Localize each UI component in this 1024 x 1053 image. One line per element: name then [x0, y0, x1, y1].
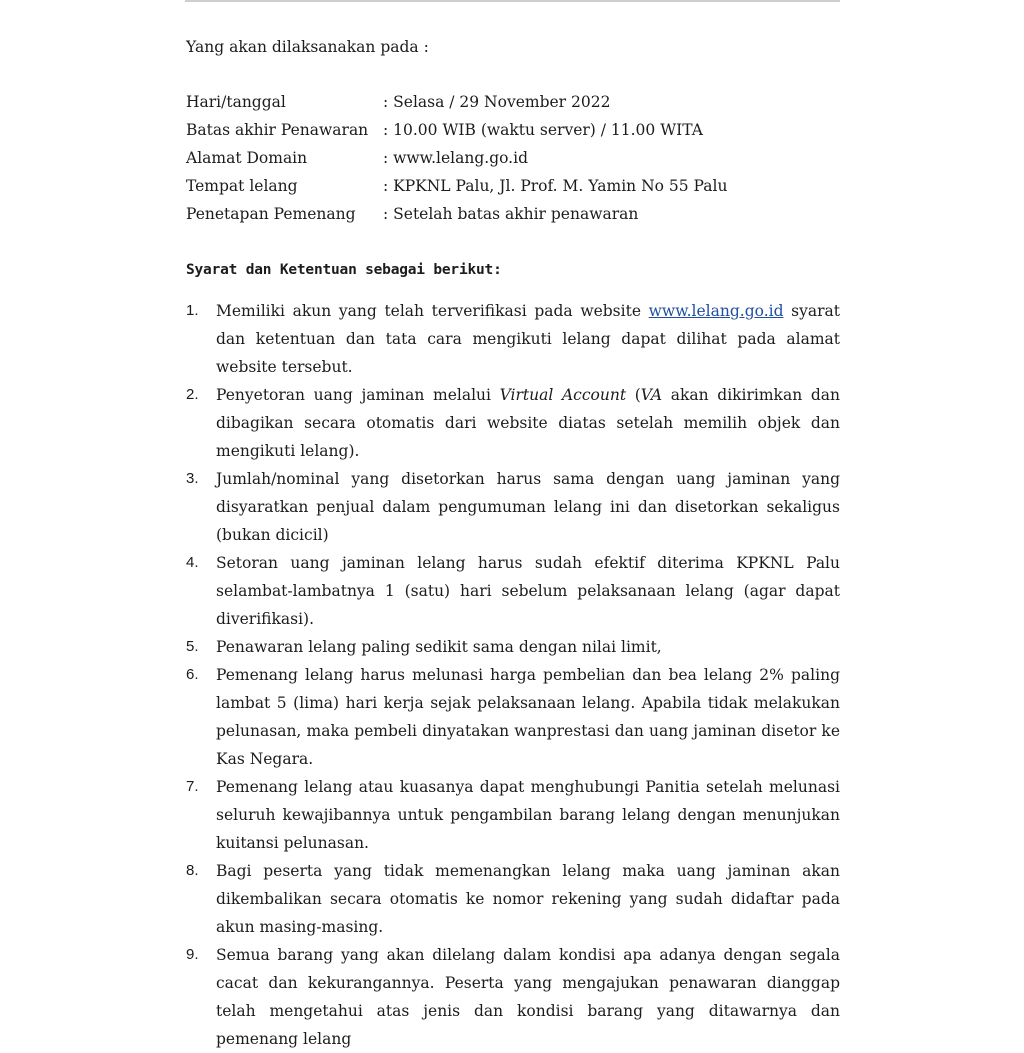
term-number: 6. — [186, 666, 199, 683]
term-number: 2. — [186, 386, 199, 403]
detail-row-winner — [186, 205, 840, 233]
document-page — [186, 0, 840, 1048]
detail-value: : www.lelang.go.id — [383, 149, 528, 167]
term-text-part: Memiliki akun yang telah terverifikasi pada website — [216, 302, 649, 320]
term-item — [186, 633, 840, 661]
term-item — [186, 661, 840, 773]
term-text: Bagi peserta yang tidak memenangkan lelang maka uang jaminan akan dikembalikan secara otomatis ke nomor rekening yang sudah didaftar pada akun masing-masing. — [216, 862, 840, 936]
terms-list — [186, 297, 840, 1053]
term-text-italic: VA — [640, 386, 663, 404]
term-item — [186, 465, 840, 549]
term-item — [186, 297, 840, 381]
term-text: Penawaran lelang paling sedikit sama dengan nilai limit, — [216, 638, 662, 656]
detail-label: Batas akhir Penawaran — [186, 121, 369, 139]
term-item — [186, 773, 840, 857]
detail-label: Hari/tanggal — [186, 93, 286, 111]
term-number: 1. — [186, 302, 199, 319]
detail-row-location — [186, 177, 840, 205]
term-item — [186, 381, 840, 465]
detail-row-domain — [186, 149, 840, 177]
term-item — [186, 941, 840, 1053]
lelang-website-link[interactable]: www.lelang.go.id — [648, 302, 784, 320]
term-text: Jumlah/nominal yang disetorkan harus sama dengan uang jaminan yang disyaratkan penjual dalam pengumuman lelang ini dan disetorkan sekaligus (bukan dicicil) — [216, 470, 840, 544]
detail-label: Penetapan Pemenang — [186, 205, 356, 223]
detail-row-date — [186, 93, 840, 121]
term-text: Setoran uang jaminan lelang harus sudah efektif diterima KPKNL Palu selambat-lambatnya 1 (satu) hari sebelum pelaksanaan lelang (agar dapat diverifikasi). — [216, 554, 840, 628]
terms-heading: Syarat dan Ketentuan sebagai berikut: — [186, 262, 502, 278]
term-text-part: Penyetoran uang jaminan melalui — [216, 386, 500, 404]
term-text-part: syarat dan ketentuan dan tata cara mengikuti lelang dapat dilihat pada alamat website tersebut. — [216, 302, 840, 376]
term-text: Pemenang lelang atau kuasanya dapat menghubungi Panitia setelah melunasi seluruh kewajibannya untuk pengambilan barang lelang dengan menunjukan kuitansi pelunasan. — [216, 778, 840, 852]
detail-value: : Setelah batas akhir penawaran — [383, 205, 639, 223]
detail-value: : Selasa / 29 November 2022 — [383, 93, 611, 111]
term-text-part: akan dikirimkan dan dibagikan secara otomatis dari website diatas setelah memilih objek dan mengikuti lelang). — [216, 386, 840, 460]
term-text — [216, 381, 840, 465]
term-item — [186, 857, 840, 941]
intro-text: Yang akan dilaksanakan pada : — [186, 38, 429, 56]
term-number: 4. — [186, 554, 199, 571]
term-number: 3. — [186, 470, 199, 487]
term-number: 9. — [186, 946, 199, 963]
detail-value: : KPKNL Palu, Jl. Prof. M. Yamin No 55 Palu — [383, 177, 728, 195]
term-number: 8. — [186, 862, 199, 879]
term-text: Semua barang yang akan dilelang dalam kondisi apa adanya dengan segala cacat dan kekurangannya. Peserta yang mengajukan penawaran dianggap telah mengetahui atas jenis dan kondisi barang yang ditawarnya dan pemenang lelang — [216, 946, 840, 1048]
term-text-italic: Virtual Account — [499, 386, 627, 404]
term-item — [186, 549, 840, 633]
detail-row-deadline — [186, 121, 840, 149]
term-text: Pemenang lelang harus melunasi harga pembelian dan bea lelang 2% paling lambat 5 (lima) hari kerja sejak pelaksanaan lelang. Apabila tidak melakukan pelunasan, maka pembeli dinyatakan wanprestasi dan uang jaminan disetor ke Kas Negara. — [216, 666, 840, 768]
term-text-part: ( — [626, 386, 641, 404]
term-text — [216, 297, 840, 381]
detail-value: : 10.00 WIB (waktu server) / 11.00 WITA — [383, 121, 703, 139]
auction-details — [186, 93, 840, 233]
detail-label: Tempat lelang — [186, 177, 298, 195]
term-number: 7. — [186, 778, 199, 795]
detail-label: Alamat Domain — [186, 149, 308, 167]
term-number: 5. — [186, 638, 199, 655]
